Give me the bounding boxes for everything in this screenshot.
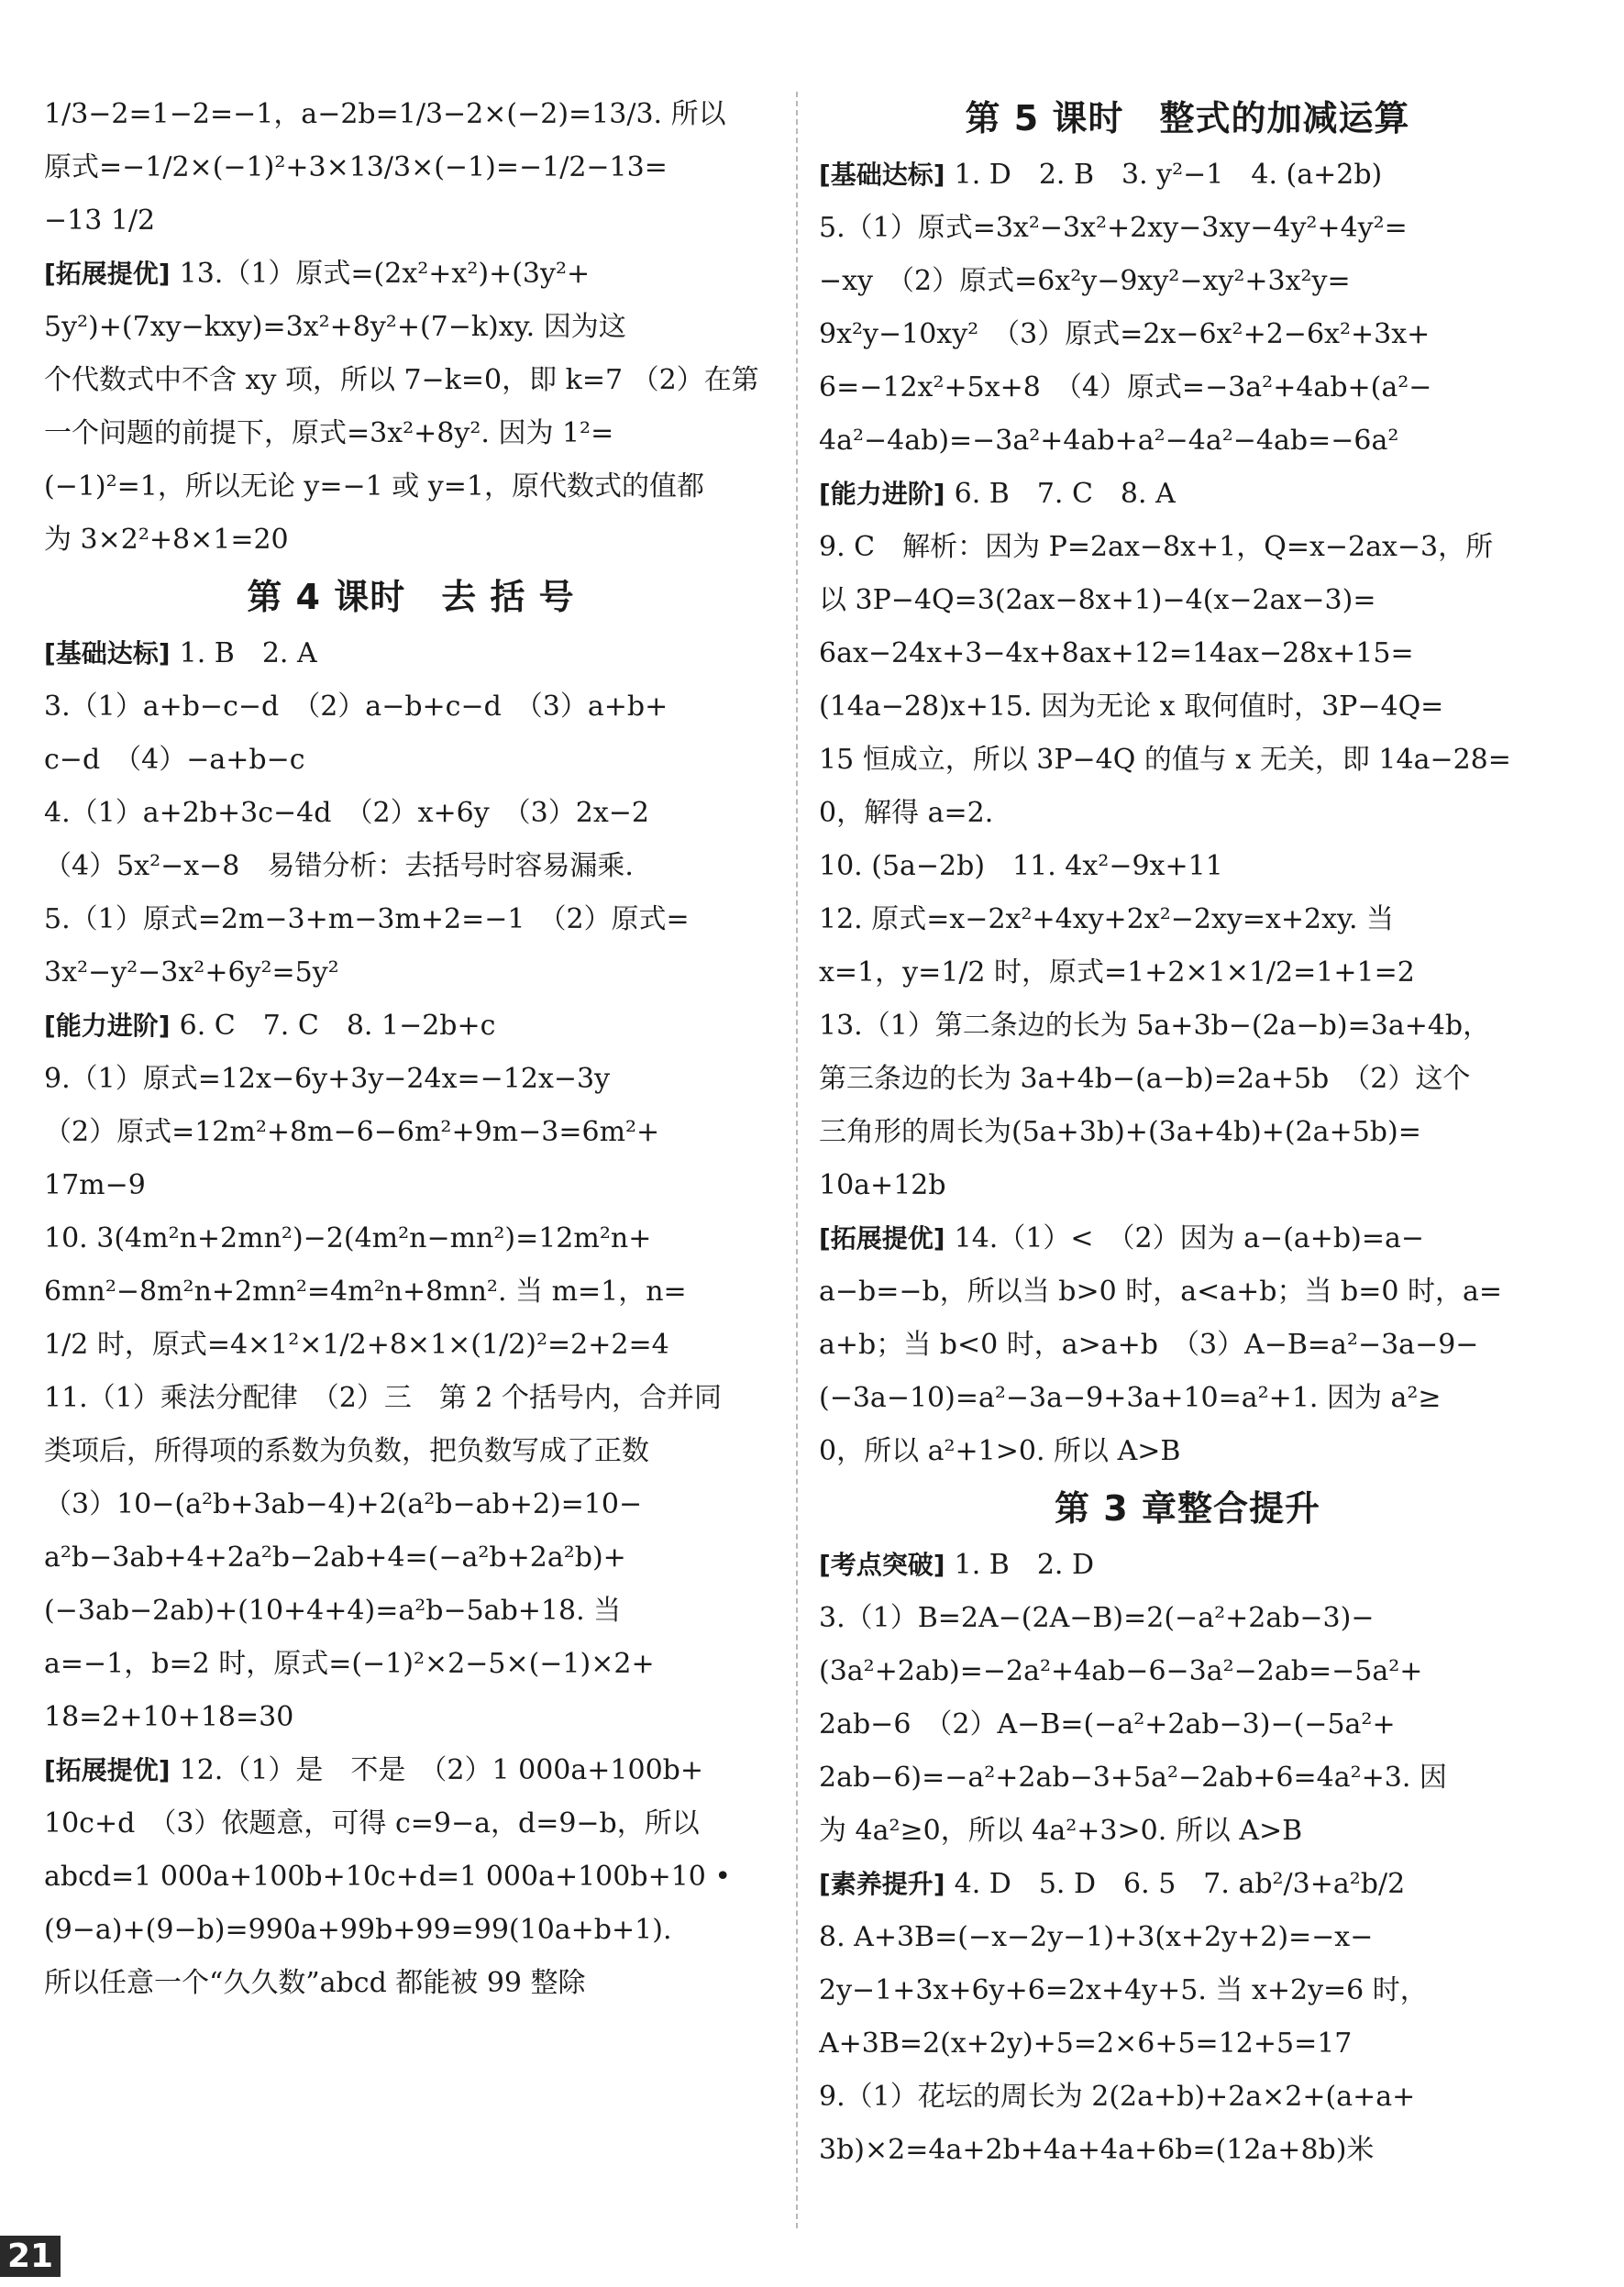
text-line: 6ax−24x+3−4x+8ax+12=14ax−28x+15= (819, 637, 1414, 669)
text-line: 13.（1）第二条边的长为 5a+3b−(2a−b)=3a+4b， (819, 1010, 1491, 1042)
section-tag: [素养提升] (819, 1869, 945, 1899)
page-number: 21 (0, 2236, 61, 2277)
text-line: (3a²+2ab)=−2a²+4ab−6−3a²−2ab=−5a²+ (819, 1655, 1423, 1687)
text-line: 2y−1+3x+6y+6=2x+4y+5. 当 x+2y=6 时， (819, 1974, 1428, 2006)
text-line: 2ab−6 （2）A−B=(−a²+2ab−3)−(−5a²+ (819, 1708, 1396, 1740)
answers: 6. C 7. C 8. 1−2b+c (179, 1010, 496, 1042)
text-line: 9.（1）花坛的周长为 2(2a+b)+2a×2+(a+a+ (819, 2081, 1416, 2113)
answers: 1. B 2. A (179, 637, 317, 669)
text-line: 0，解得 a=2. (819, 797, 994, 829)
text-line: −xy （2）原式=6x²y−9xy²−xy²+3x²y= (819, 265, 1351, 297)
section-tag: [基础达标] (819, 160, 945, 190)
text-line: （2）原式=12m²+8m−6−6m²+9m−3=6m²+ (44, 1116, 660, 1148)
section-tag-line (44, 627, 778, 680)
text-line: 4a²−4ab)=−3a²+4ab+a²−4a²−4ab=−6a² (819, 425, 1399, 457)
text-line: 2ab−6)=−a²+2ab−3+5a²−2ab+6=4a²+3. 因 (819, 1762, 1447, 1794)
text-line: 17m−9 (44, 1169, 146, 1201)
section-tag-line (819, 1212, 1556, 1265)
section-tag: [拓展提优] (44, 259, 171, 289)
section-tag: [拓展提优] (44, 1755, 171, 1785)
section-tag: [拓展提优] (819, 1223, 945, 1254)
section-tag-line (44, 248, 778, 301)
section-tag-line (819, 1539, 1556, 1592)
text-line: 3b)×2=4a+2b+4a+4a+6b=(12a+8b)米 (819, 2134, 1375, 2166)
text-line: −13 1/2 (44, 204, 156, 237)
section-heading: 第 4 课时 去 括 号 (247, 577, 575, 617)
text-line: 原式=−1/2×(−1)²+3×13/3×(−1)=−1/2−13= (44, 151, 668, 183)
section-tag: [能力进阶] (819, 479, 945, 509)
text-line: (−3a−10)=a²−3a−9+3a+10=a²+1. 因为 a²≥ (819, 1382, 1442, 1414)
text-line: c−d （4）−a+b−c (44, 744, 305, 776)
text-line: A+3B=2(x+2y)+5=2×6+5=12+5=17 (819, 2027, 1353, 2060)
text-line: (−3ab−2ab)+(10+4+4)=a²b−5ab+18. 当 (44, 1595, 622, 1627)
text-line: 14.（1）< （2）因为 a−(a+b)=a− (954, 1222, 1424, 1254)
section-tag: [基础达标] (44, 638, 171, 668)
left-column (44, 88, 778, 2010)
text-line: a=−1，b=2 时，原式=(−1)²×2−5×(−1)×2+ (44, 1648, 655, 1680)
text-line: 3x²−y²−3x²+6y²=5y² (44, 956, 339, 989)
text-line: a−b=−b，所以当 b>0 时，a<a+b；当 b=0 时，a= (819, 1276, 1502, 1308)
text-line: 10. (5a−2b) 11. 4x²−9x+11 (819, 850, 1223, 882)
text-line: 5.（1）原式=3x²−3x²+2xy−3xy−4y²+4y²= (819, 212, 1408, 244)
text-line: 个代数式中不含 xy 项，所以 7−k=0，即 k=7 （2）在第 (44, 364, 759, 396)
text-line: (9−a)+(9−b)=990a+99b+99=99(10a+b+1). (44, 1914, 672, 1946)
text-line: 9.（1）原式=12x−6y+3y−24x=−12x−3y (44, 1063, 611, 1095)
section-tag: [能力进阶] (44, 1011, 171, 1041)
text-line: 6=−12x²+5x+8 （4）原式=−3a²+4ab+(a²− (819, 371, 1432, 403)
text-line: 为 4a²≥0，所以 4a²+3>0. 所以 A>B (819, 1815, 1303, 1847)
text-line: 11.（1）乘法分配律 （2）三 第 2 个括号内，合并同 (44, 1382, 723, 1414)
text-line: 以 3P−4Q=3(2ax−8x+1)−4(x−2ax−3)= (819, 584, 1376, 616)
text-line: 0，所以 a²+1>0. 所以 A>B (819, 1435, 1181, 1467)
text-line: a²b−3ab+4+2a²b−2ab+4=(−a²b+2a²b)+ (44, 1541, 626, 1574)
text-line: 6mn²−8m²n+2mn²=4m²n+8mn². 当 m=1，n= (44, 1276, 687, 1308)
answers: 6. B 7. C 8. A (954, 478, 1176, 510)
text-line: 1/2 时，原式=4×1²×1/2+8×1×(1/2)²=2+2=4 (44, 1329, 669, 1361)
text-line: a+b；当 b<0 时，a>a+b （3）A−B=a²−3a−9− (819, 1329, 1479, 1361)
section-tag-line (819, 1858, 1556, 1911)
text-line: 13.（1）原式=(2x²+x²)+(3y²+ (179, 258, 591, 290)
text-line: 3.（1）a+b−c−d （2）a−b+c−d （3）a+b+ (44, 691, 668, 723)
text-line: x=1，y=1/2 时，原式=1+2×1×1/2=1+1=2 (819, 956, 1415, 989)
text-line: 15 恒成立，所以 3P−4Q 的值与 x 无关，即 14a−28= (819, 744, 1511, 776)
text-line: 12.（1）是 不是 （2）1 000a+100b+ (179, 1754, 704, 1786)
text-line: （4）5x²−x−8 易错分析：去括号时容易漏乘. (44, 850, 634, 882)
text-line: 12. 原式=x−2x²+4xy+2x²−2xy=x+2xy. 当 (819, 903, 1395, 935)
text-line: 18=2+10+18=30 (44, 1701, 294, 1733)
text-line: 第三条边的长为 3a+4b−(a−b)=2a+5b （2）这个 (819, 1063, 1471, 1095)
text-line: 3.（1）B=2A−(2A−B)=2(−a²+2ab−3)− (819, 1602, 1375, 1634)
text-line: 5.（1）原式=2m−3+m−3m+2=−1 （2）原式= (44, 903, 690, 935)
text-line: (−1)²=1，所以无论 y=−1 或 y=1，原代数式的值都 (44, 470, 704, 503)
text-line: 为 3×2²+8×1=20 (44, 524, 289, 556)
text-line: 5y²)+(7xy−kxy)=3x²+8y²+(7−k)xy. 因为这 (44, 311, 626, 343)
text-line: 4.（1）a+2b+3c−4d （2）x+6y （3）2x−2 (44, 797, 649, 829)
section-heading: 第 3 章整合提升 (1055, 1488, 1320, 1529)
section-tag-line (819, 149, 1556, 202)
text-line: 1/3−2=1−2=−1，a−2b=1/3−2×(−2)=13/3. 所以 (44, 98, 726, 130)
text-line: 9x²y−10xy² （3）原式=2x−6x²+2−6x²+3x+ (819, 318, 1431, 350)
text-line: 所以任意一个“久久数”abcd 都能被 99 整除 (44, 1967, 586, 1999)
section-tag: [考点突破] (819, 1550, 945, 1580)
answers: 4. D 5. D 6. 5 7. ab²/3+a²b/2 (954, 1868, 1406, 1900)
text-line: （3）10−(a²b+3ab−4)+2(a²b−ab+2)=10− (44, 1488, 643, 1520)
text-line: 9. C 解析：因为 P=2ax−8x+1，Q=x−2ax−3，所 (819, 531, 1494, 563)
text-line: (14a−28)x+15. 因为无论 x 取何值时，3P−4Q= (819, 691, 1444, 723)
section-tag-line (44, 1000, 778, 1053)
answers: 1. B 2. D (954, 1549, 1095, 1581)
text-line: 三角形的周长为(5a+3b)+(3a+4b)+(2a+5b)= (819, 1116, 1421, 1148)
text-line: 一个问题的前提下，原式=3x²+8y². 因为 1²= (44, 417, 614, 449)
text-line: abcd=1 000a+100b+10c+d=1 000a+100b+10 • (44, 1861, 732, 1893)
section-tag-line (819, 468, 1556, 521)
right-column (819, 88, 1556, 2177)
column-divider (796, 92, 798, 2228)
text-line: 8. A+3B=(−x−2y−1)+3(x+2y+2)=−x− (819, 1921, 1374, 1953)
text-line: 类项后，所得项的系数为负数，把负数写成了正数 (44, 1435, 649, 1467)
section-tag-line (44, 1744, 778, 1797)
text-line: 10c+d （3）依题意，可得 c=9−a，d=9−b，所以 (44, 1807, 700, 1840)
text-line: 10. 3(4m²n+2mn²)−2(4m²n−mn²)=12m²n+ (44, 1222, 652, 1254)
text-line: 10a+12b (819, 1169, 946, 1201)
answers: 1. D 2. B 3. y²−1 4. (a+2b) (954, 159, 1383, 191)
section-heading: 第 5 课时 整式的加减运算 (965, 98, 1410, 138)
